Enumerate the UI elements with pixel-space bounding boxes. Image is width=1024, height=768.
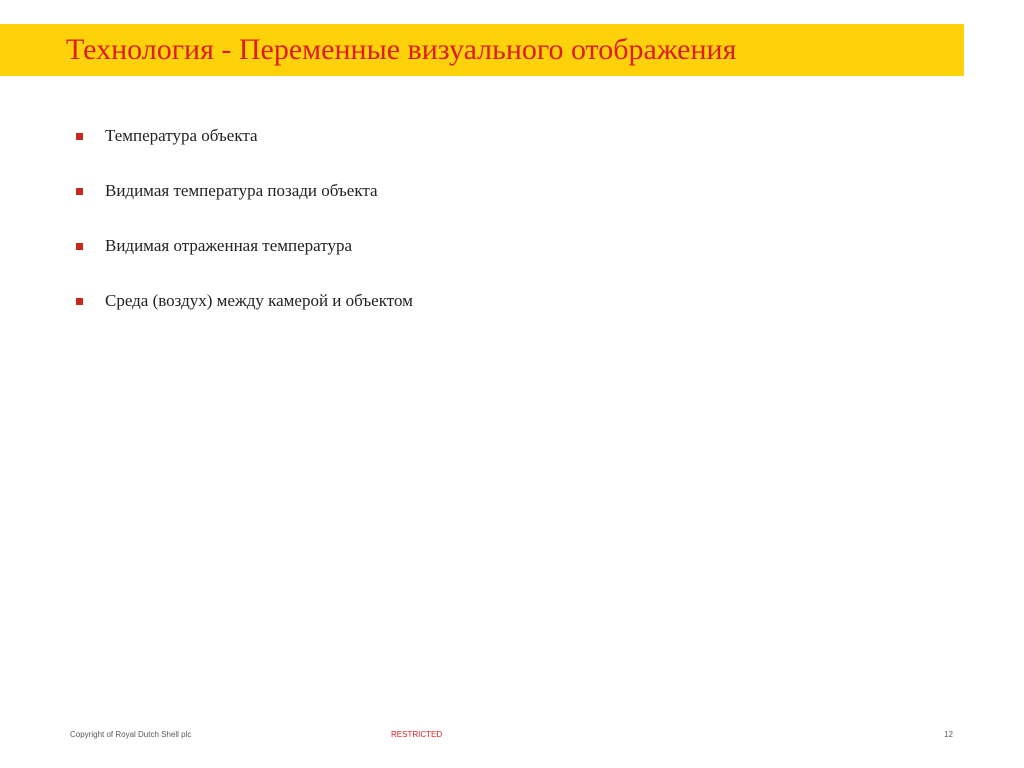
footer-copyright: Copyright of Royal Dutch Shell plc	[70, 730, 192, 739]
bullet-text: Температура объекта	[105, 126, 258, 145]
square-bullet-icon	[76, 243, 83, 250]
bullet-text: Видимая температура позади объекта	[105, 181, 378, 200]
square-bullet-icon	[76, 188, 83, 195]
square-bullet-icon	[76, 298, 83, 305]
square-bullet-icon	[76, 133, 83, 140]
bullet-text: Среда (воздух) между камерой и объектом	[105, 291, 413, 310]
footer-classification: RESTRICTED	[391, 730, 443, 739]
page-number: 12	[944, 730, 953, 739]
bullet-text: Видимая отраженная температура	[105, 236, 353, 255]
slide-title: Технология - Переменные визуального отображения	[66, 33, 737, 66]
